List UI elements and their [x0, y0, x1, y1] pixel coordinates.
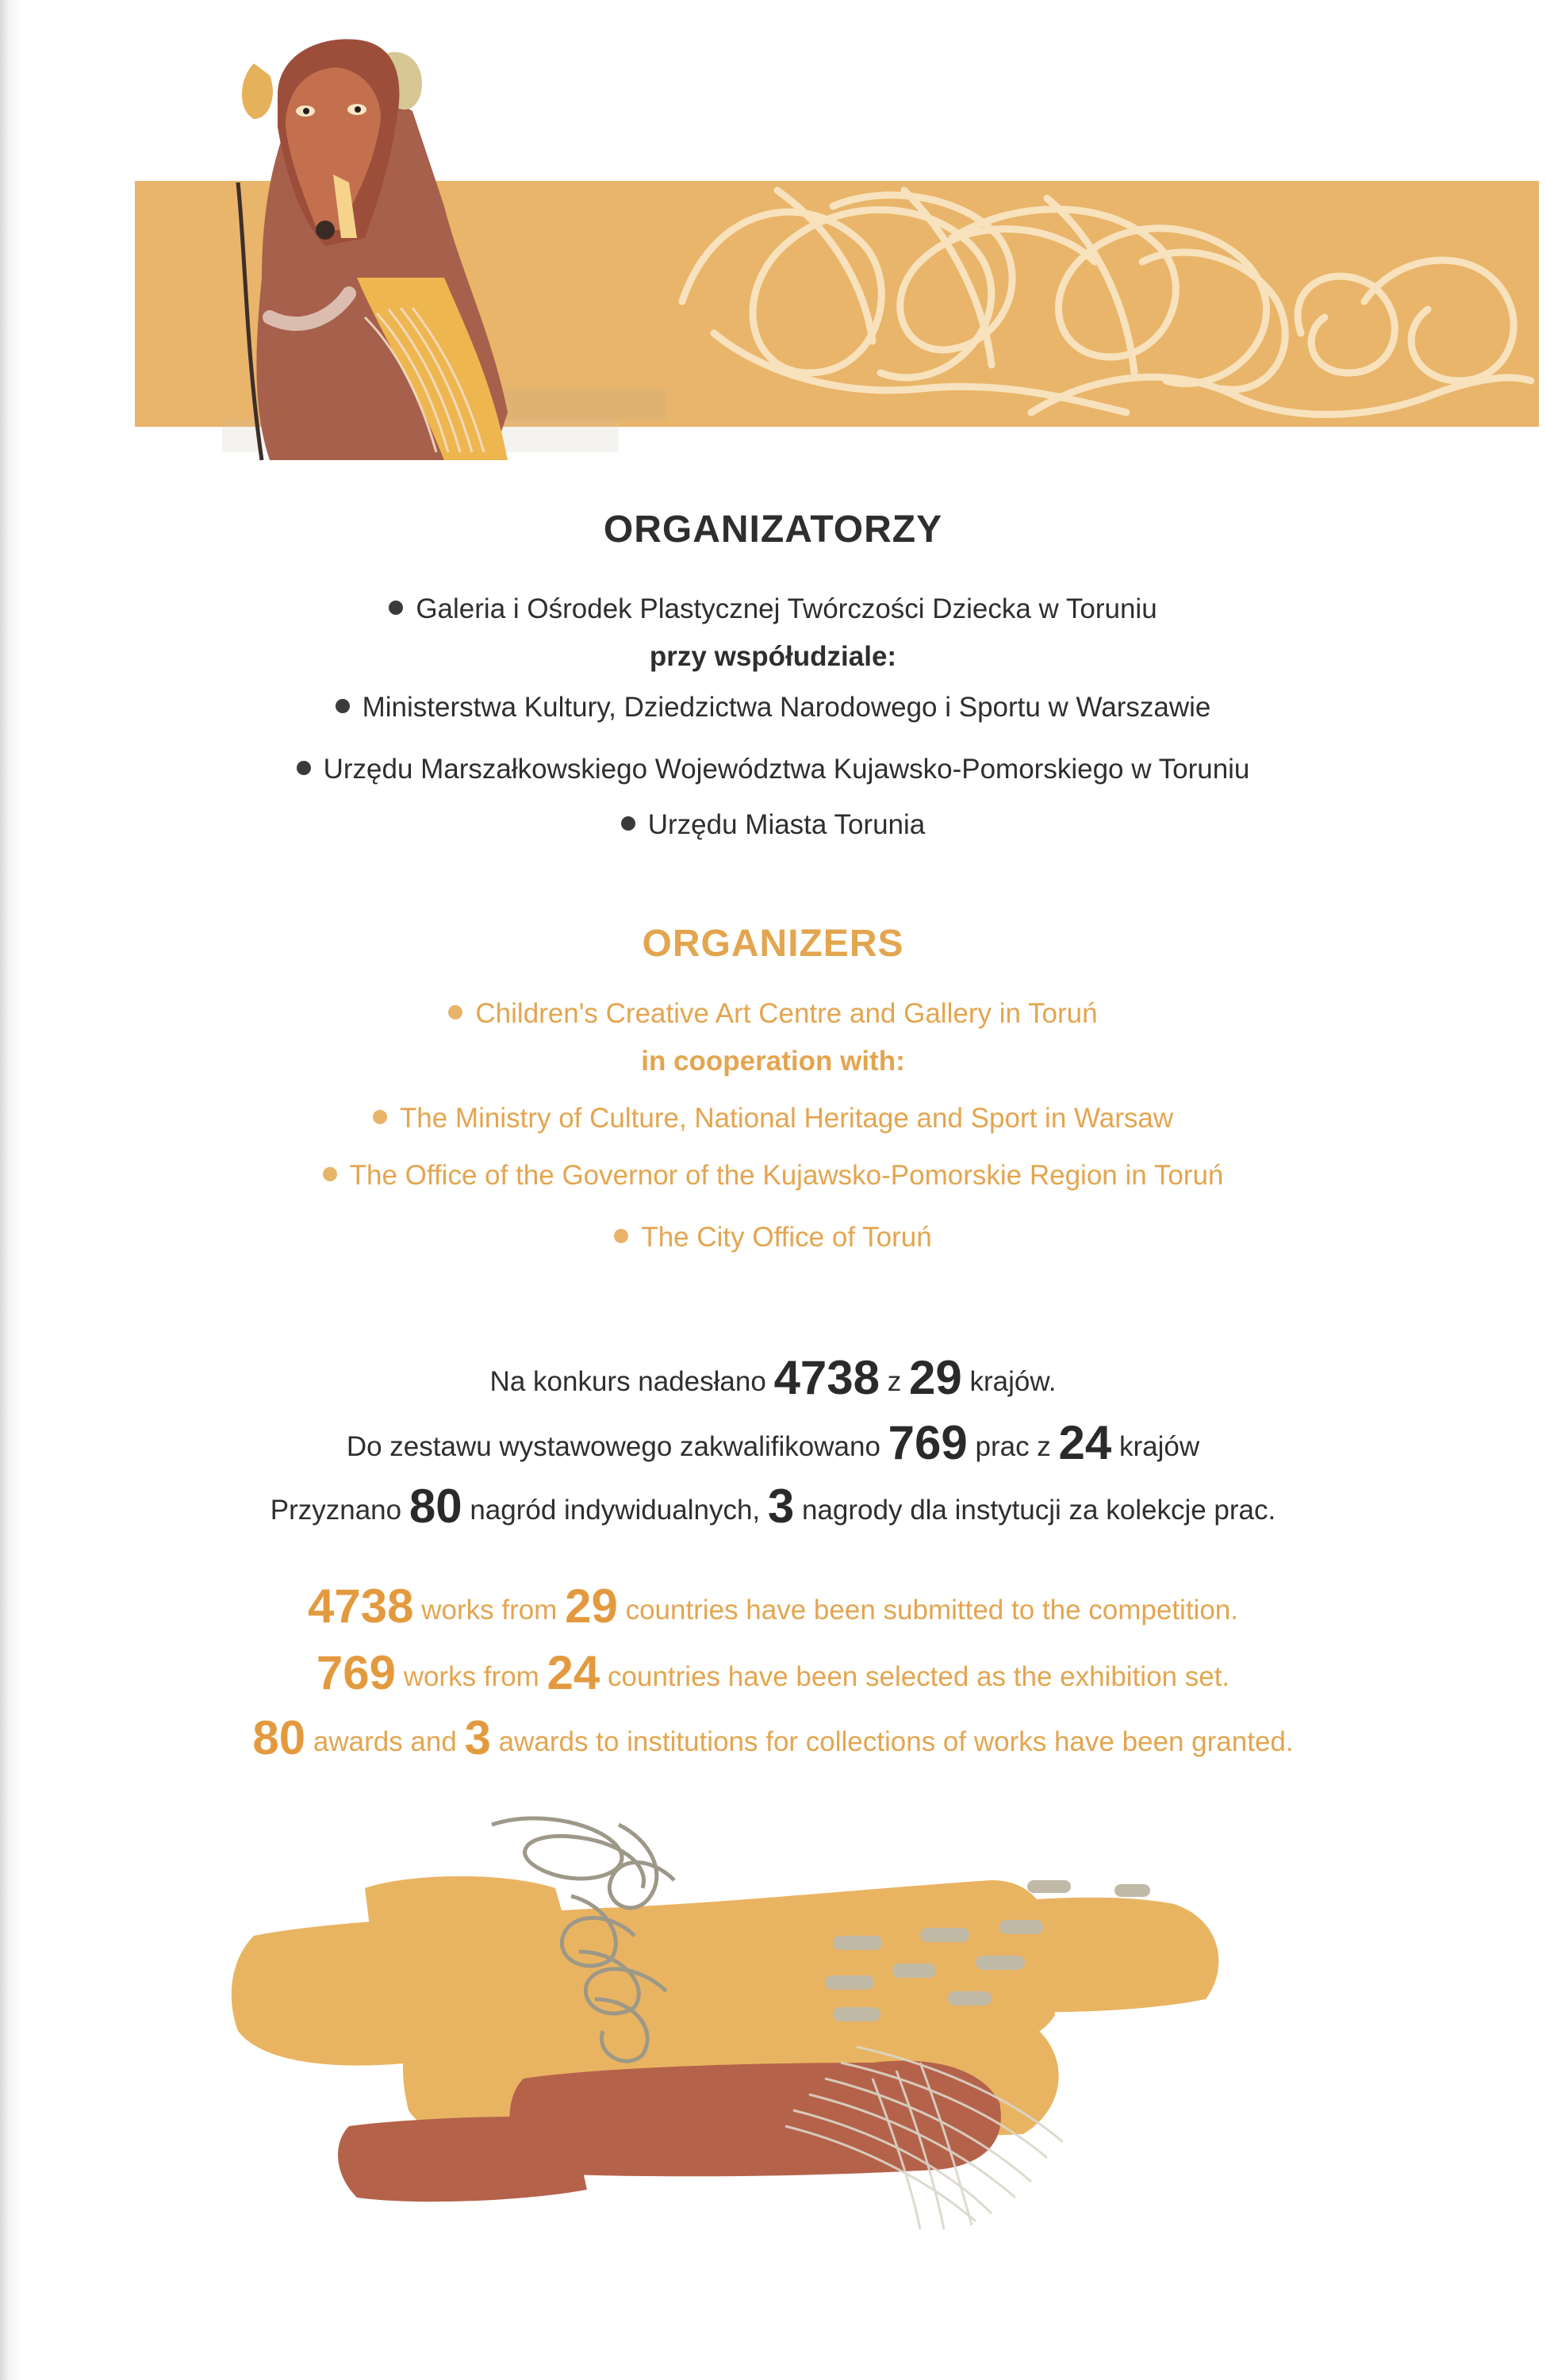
bottom-illustration: [0, 1785, 1546, 2245]
header-illustration: [0, 0, 1546, 476]
bullet-icon: [614, 1229, 628, 1243]
organizer-item-en-2: The Ministry of Culture, National Heritage and Sport in Warsaw: [0, 1103, 1546, 1134]
stat-pl-awards: Przyznano 80 nagród indywidualnych, 3 nagrody dla instytucji za kolekcje prac.: [270, 1480, 1276, 1533]
bullet-icon: [336, 699, 350, 713]
organizer-item-pl-3: Urzędu Marszałkowskiego Województwa Kujawsko-Pomorskiego w Toruniu: [0, 754, 1546, 785]
organizer-item-en-3: The Office of the Governor of the Kujawsko-Pomorskie Region in Toruń: [0, 1160, 1546, 1192]
heading-organizers: ORGANIZERS: [642, 923, 904, 965]
organizer-item-en-1: Children's Creative Art Centre and Gallery in Toruń: [0, 998, 1546, 1030]
bullet-icon: [323, 1167, 337, 1181]
cooperation-label-pl: przy współudziale:: [649, 641, 897, 672]
heading-organizatorzy: ORGANIZATORZY: [603, 509, 943, 551]
organizer-item-pl-4: Urzędu Miasta Torunia: [0, 809, 1546, 841]
organizer-item-pl-2: Ministerstwa Kultury, Dziedzictwa Narodowego i Sportu w Warszawie: [0, 692, 1546, 724]
bullet-icon: [389, 601, 403, 615]
bullet-icon: [297, 761, 311, 775]
bullet-icon: [373, 1110, 387, 1124]
cooperation-label-en: in cooperation with:: [641, 1046, 905, 1077]
stat-pl-qualified: Do zestawu wystawowego zakwalifikowano 769 prac z 24 krajów: [346, 1416, 1200, 1469]
bullet-icon: [621, 816, 635, 831]
stat-en-submitted: 4738 works from 29 countries have been submitted to the competition.: [308, 1580, 1238, 1633]
organizer-item-pl-1: Galeria i Ośrodek Plastycznej Twórczości Dziecka w Toruniu: [0, 593, 1546, 625]
bullet-icon: [448, 1005, 462, 1019]
organizer-item-en-4: The City Office of Toruń: [0, 1222, 1546, 1253]
stat-en-selected: 769 works from 24 countries have been selected as the exhibition set.: [316, 1646, 1230, 1699]
stat-en-awards: 80 awards and 3 awards to institutions for collections of works have been granted.: [252, 1711, 1294, 1764]
stat-pl-submitted: Na konkurs nadesłano 4738 z 29 krajów.: [489, 1351, 1057, 1404]
